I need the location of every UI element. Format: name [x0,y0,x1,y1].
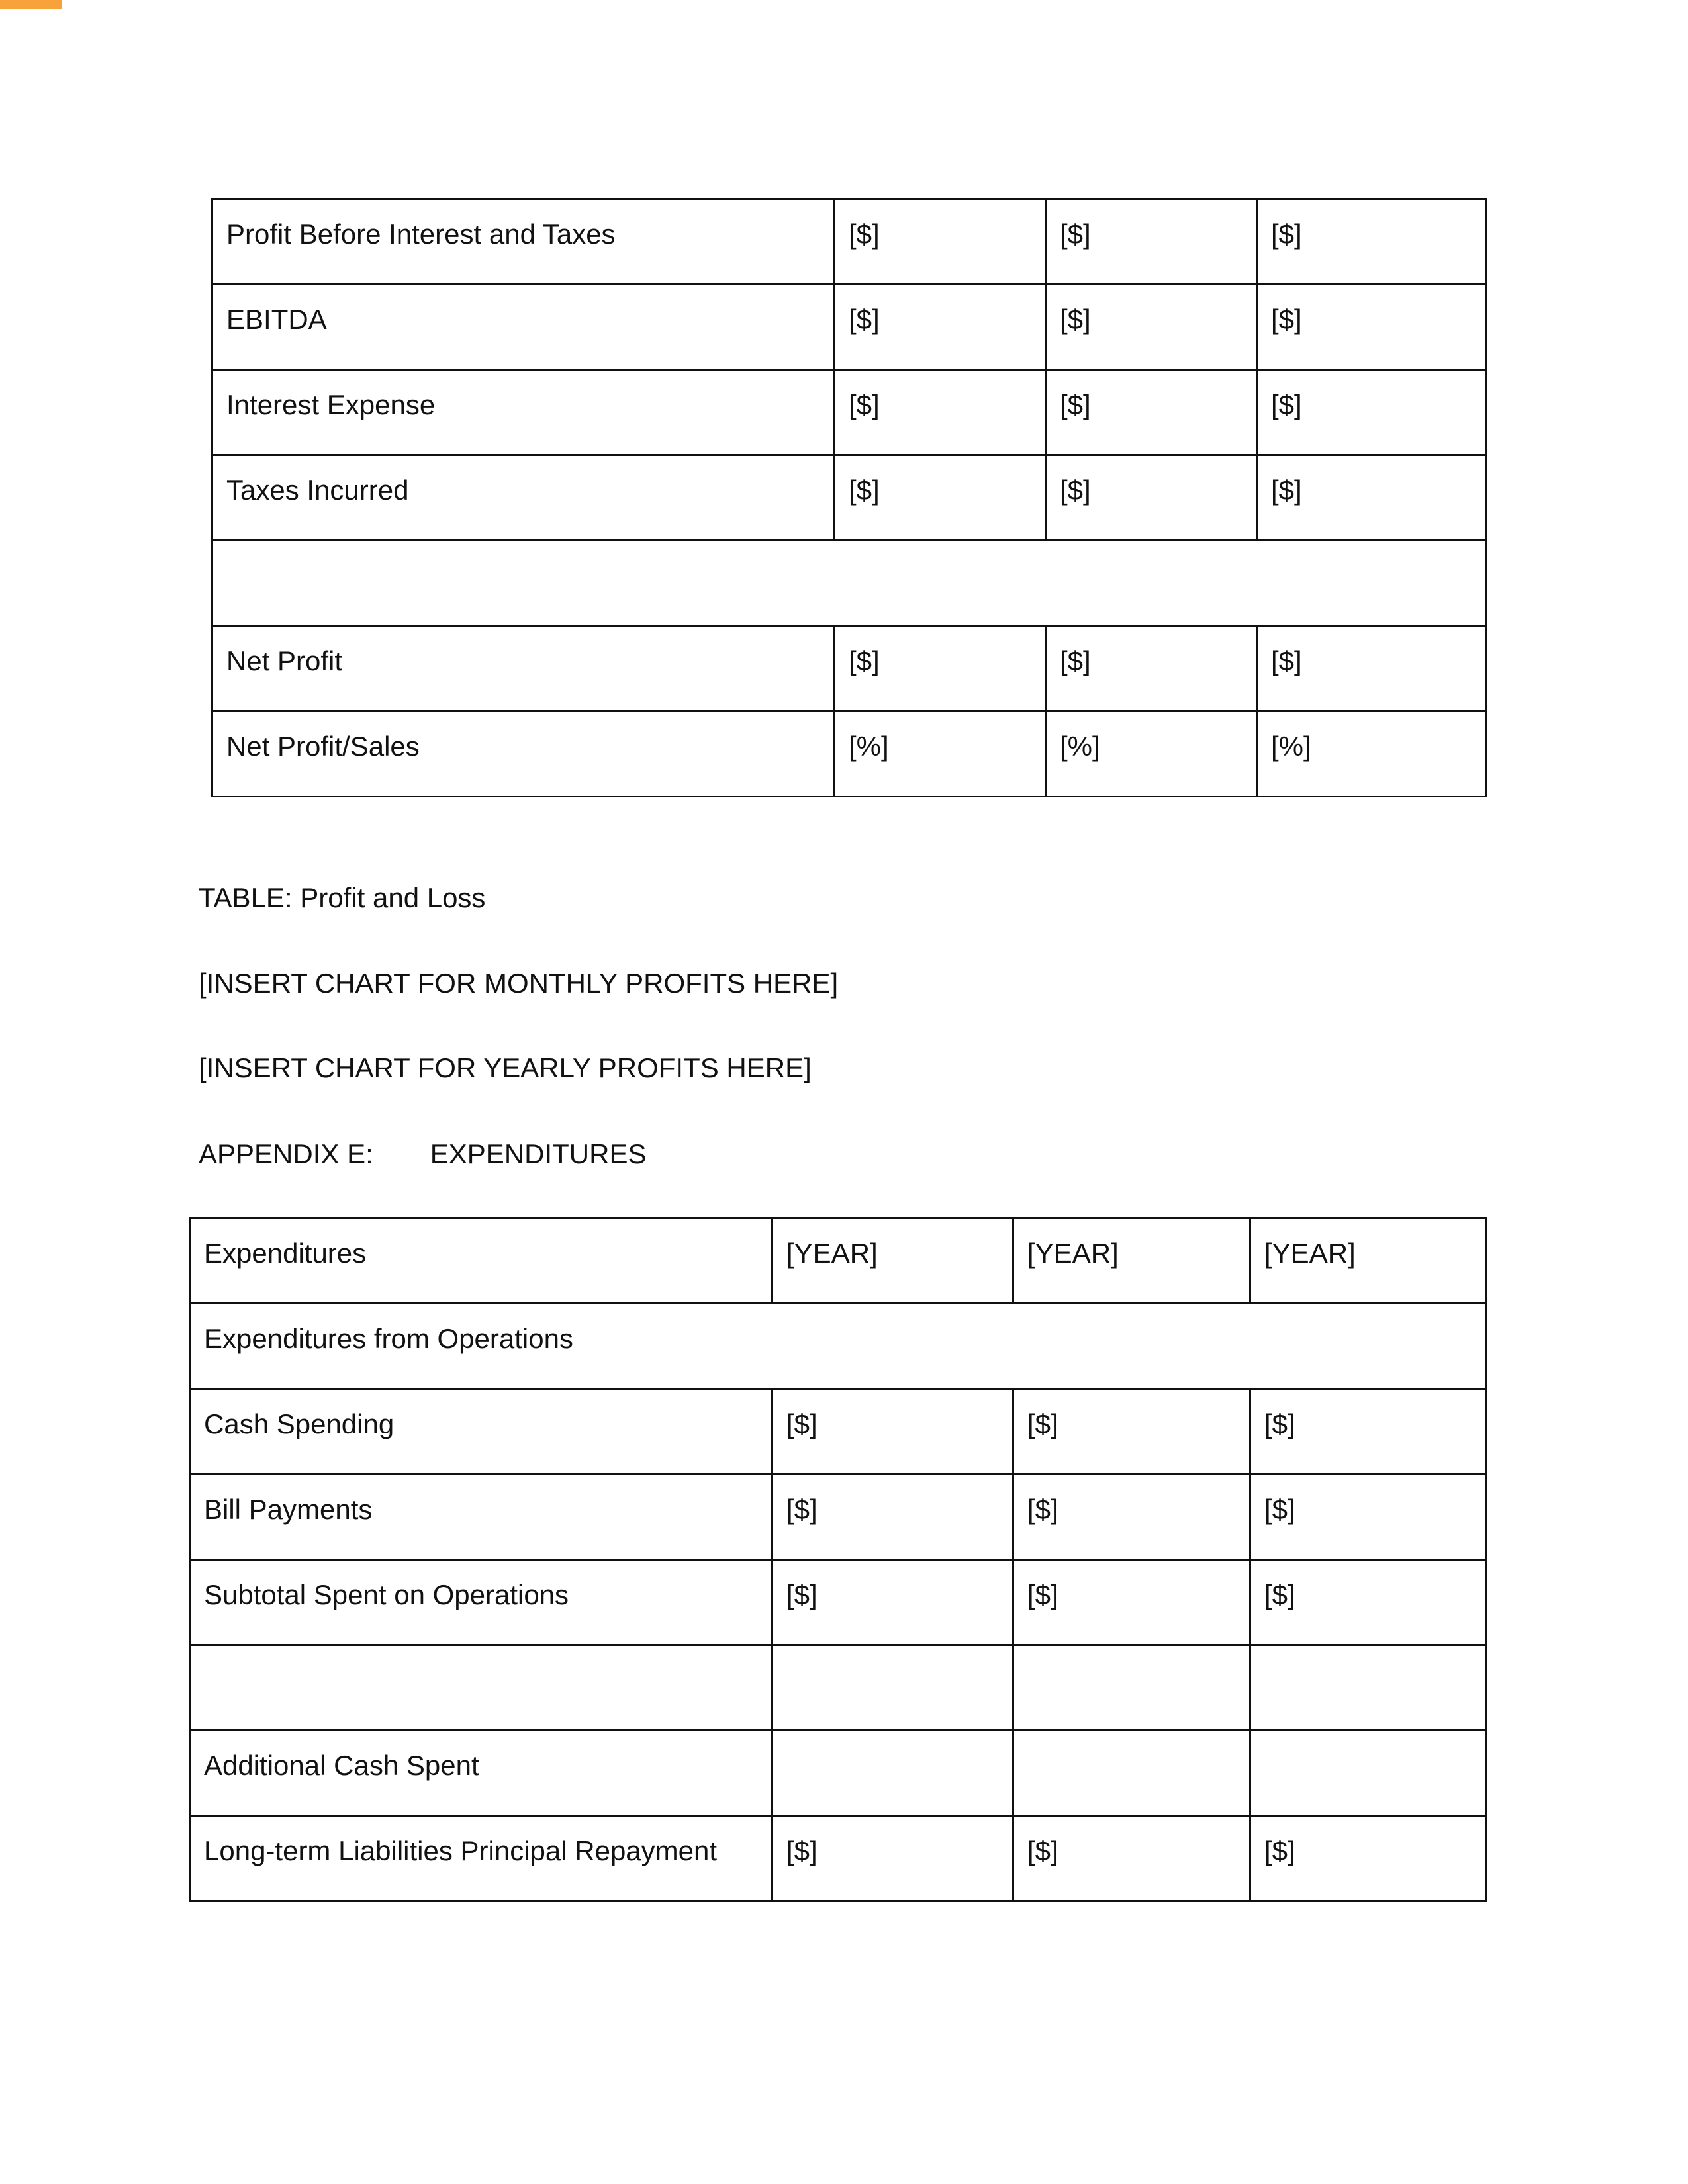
value-cell: [$] [1046,455,1257,541]
value-cell: [$] [835,199,1046,285]
value-cell: [$] [1257,370,1487,455]
table-section-row [190,1304,1487,1389]
profit-loss-table [211,198,1487,797]
corner-accent-tab [0,0,62,9]
table-row [212,199,1487,285]
table-row [190,1389,1487,1475]
value-cell: [$] [835,285,1046,370]
row-label: Net Profit [212,626,835,711]
value-cell: [$] [1257,199,1487,285]
value-cell: [$] [1257,455,1487,541]
value-cell: [$] [835,370,1046,455]
section-label: Expenditures from Operations [190,1304,1487,1389]
row-label: Cash Spending [190,1389,773,1475]
expenditures-table [189,1217,1487,1902]
row-label: Taxes Incurred [212,455,835,541]
table-row [212,285,1487,370]
table-header-row [190,1218,1487,1304]
row-label: Net Profit/Sales [212,711,835,797]
table-row [212,455,1487,541]
year-header-cell: [YEAR] [1013,1218,1250,1304]
year-header-cell: [YEAR] [773,1218,1013,1304]
value-cell: [$] [835,455,1046,541]
table-row [212,711,1487,797]
table-caption: TABLE: Profit and Loss [199,882,486,913]
row-label: Subtotal Spent on Operations [190,1560,773,1645]
value-cell: [$] [1250,1560,1487,1645]
row-label: Interest Expense [212,370,835,455]
value-cell: [$] [773,1389,1013,1475]
value-cell: [%] [1257,711,1487,797]
value-cell: [$] [1250,1816,1487,1901]
value-cell: [$] [1046,199,1257,285]
header-label: Expenditures [190,1218,773,1304]
value-cell: [%] [835,711,1046,797]
appendix-heading [199,1140,647,1168]
value-cell: [$] [1257,626,1487,711]
row-label: EBITDA [212,285,835,370]
table-row-blank [212,541,1487,626]
yearly-chart-placeholder: [INSERT CHART FOR YEARLY PROFITS HERE] [199,1052,812,1083]
value-cell: [$] [1046,626,1257,711]
value-cell: [$] [1046,285,1257,370]
table-row [190,1475,1487,1560]
blank-cell [212,541,1487,626]
value-cell: [$] [773,1816,1013,1901]
table-row [190,1731,1487,1816]
row-label: Additional Cash Spent [190,1731,773,1816]
value-cell: [$] [773,1560,1013,1645]
value-cell: [$] [1013,1389,1250,1475]
value-cell [773,1731,1013,1816]
table-row [212,370,1487,455]
appendix-title: EXPENDITURES [430,1138,647,1169]
value-cell: [$] [1250,1389,1487,1475]
value-cell [1013,1731,1250,1816]
appendix-label: APPENDIX E: [199,1138,373,1169]
year-header-cell: [YEAR] [1250,1218,1487,1304]
value-cell: [$] [1013,1816,1250,1901]
value-cell [773,1645,1013,1731]
value-cell [1250,1645,1487,1731]
value-cell: [$] [1250,1475,1487,1560]
row-label [190,1645,773,1731]
value-cell: [$] [1257,285,1487,370]
value-cell: [$] [1046,370,1257,455]
value-cell [1250,1731,1487,1816]
row-label: Profit Before Interest and Taxes [212,199,835,285]
table-row [190,1816,1487,1901]
value-cell: [$] [773,1475,1013,1560]
table-row [190,1560,1487,1645]
table-row-blank [190,1645,1487,1731]
value-cell: [$] [1013,1475,1250,1560]
value-cell: [%] [1046,711,1257,797]
value-cell [1013,1645,1250,1731]
value-cell: [$] [835,626,1046,711]
monthly-chart-placeholder: [INSERT CHART FOR MONTHLY PROFITS HERE] [199,968,839,999]
row-label: Long-term Liabilities Principal Repayment [190,1816,773,1901]
table-row [212,626,1487,711]
value-cell: [$] [1013,1560,1250,1645]
row-label: Bill Payments [190,1475,773,1560]
